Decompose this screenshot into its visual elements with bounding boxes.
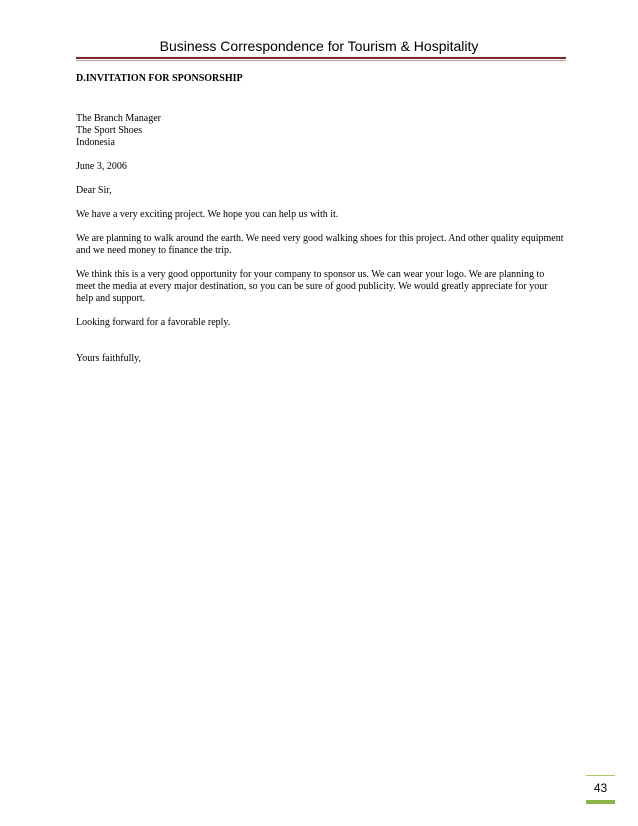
recipient-line-3: Indonesia (76, 137, 115, 148)
letter-body (76, 73, 566, 365)
paragraph-1: We have a very exciting project. We hope you can help us with it. (76, 209, 339, 220)
page-number: 43 (593, 781, 608, 795)
page-header-title: Business Correspondence for Tourism & Hospitality (159, 38, 479, 54)
page-number-bar (586, 800, 615, 804)
recipient-address (76, 113, 566, 149)
recipient-line-2: The Sport Shoes (76, 125, 143, 136)
closing: Yours faithfully, (76, 353, 142, 364)
paragraph-4: Looking forward for a favorable reply. (76, 317, 231, 328)
paragraph-3: We think this is a very good opportunity for your company to sponsor us. We can wear your logo. We are planning to meet the media at every major destination, so you can be sure of good publicity. We would greatly appreciate for your help and support. (76, 269, 548, 304)
recipient-line-1: The Branch Manager (76, 113, 161, 124)
page-number-box (586, 775, 615, 804)
paragraph-2: We are planning to walk around the earth. We need very good walking shoes for this project. And other quality equipment and we need money to finance the trip. (76, 233, 564, 256)
salutation: Dear Sir, (76, 185, 112, 196)
section-title: D.INVITATION FOR SPONSORSHIP (76, 73, 243, 84)
header-rule-dark (76, 57, 566, 59)
letter-date: June 3, 2006 (76, 161, 127, 172)
header-rule-light (76, 60, 566, 61)
